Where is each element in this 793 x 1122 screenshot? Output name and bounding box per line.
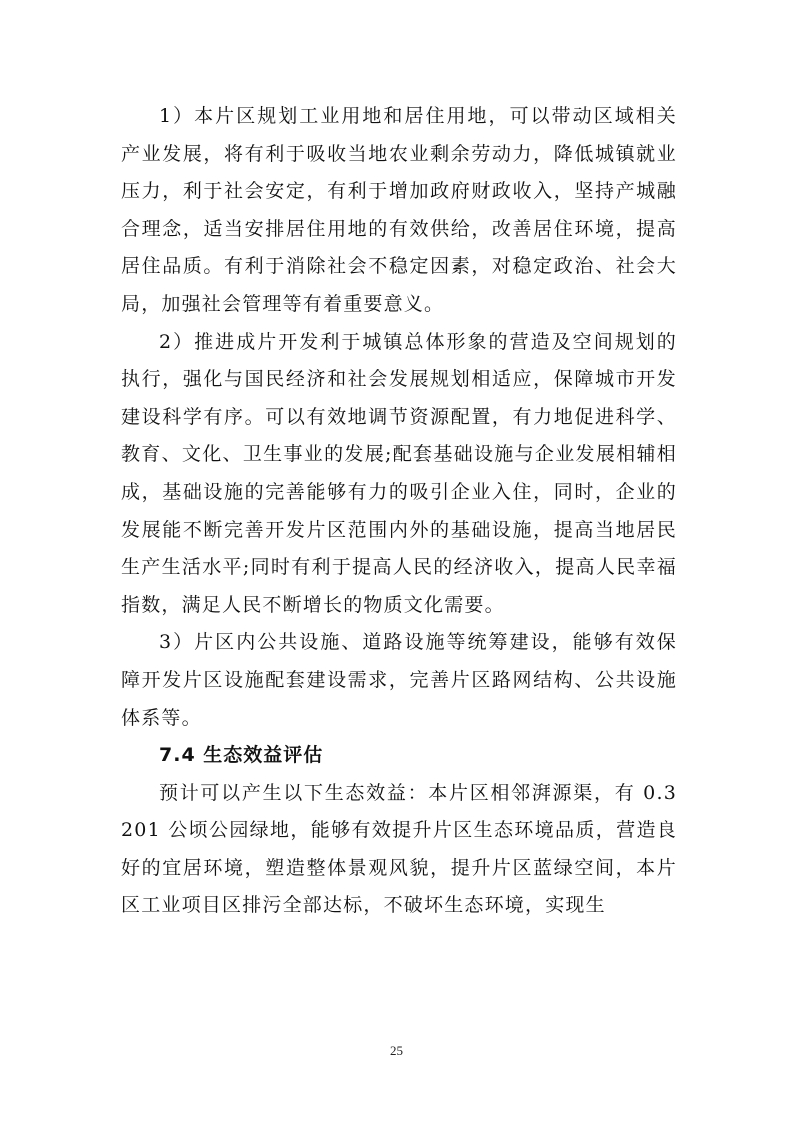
document-body (121, 98, 677, 925)
paragraph-1: 1）本片区规划工业用地和居住用地，可以带动区域相关产业发展，将有利于吸收当地农业剩余劳动力，降低城镇就业压力，利于社会安定，有利于增加政府财政收入，坚持产城融合理念，适当安排居住用地的有效供给，改善居住环境，提高居住品质。有利于消除社会不稳定因素，对稳定政治、社会大局，加强社会管理等有着重要意义。 (121, 105, 677, 315)
page-number: 25 (390, 1043, 403, 1058)
paragraph-2: 2）推进成片开发利于城镇总体形象的营造及空间规划的执行，强化与国民经济和社会发展规划相适应，保障城市开发建设科学有序。可以有效地调节资源配置，有力地促进科学、教育、文化、卫生事业的发展;配套基础设施与企业发展相辅相成，基础设施的完善能够有力的吸引企业入住，同时，企业的发展能不断完善开发片区范围内外的基础设施，提高当地居民生产生活水平;同时有利于提高人民的经济收入，提高人民幸福指数，满足人民不断增长的物质文化需要。 (121, 330, 677, 616)
section-paragraph: 预计可以产生以下生态效益：本片区相邻湃源渠，有 0.3201 公顷公园绿地，能够有效提升片区生态环境品质，营造良好的宜居环境，塑造整体景观风貌，提升片区蓝绿空间，本片区工业项目区排污全部达标，不破坏生态环境，实现生 (121, 781, 677, 917)
paragraph-3: 3）片区内公共设施、道路设施等统筹建设，能够有效保障开发片区设施配套建设需求，完善片区路网结构、公共设施体系等。 (121, 631, 677, 729)
section-heading: 7.4 生态效益评估 (159, 744, 324, 767)
